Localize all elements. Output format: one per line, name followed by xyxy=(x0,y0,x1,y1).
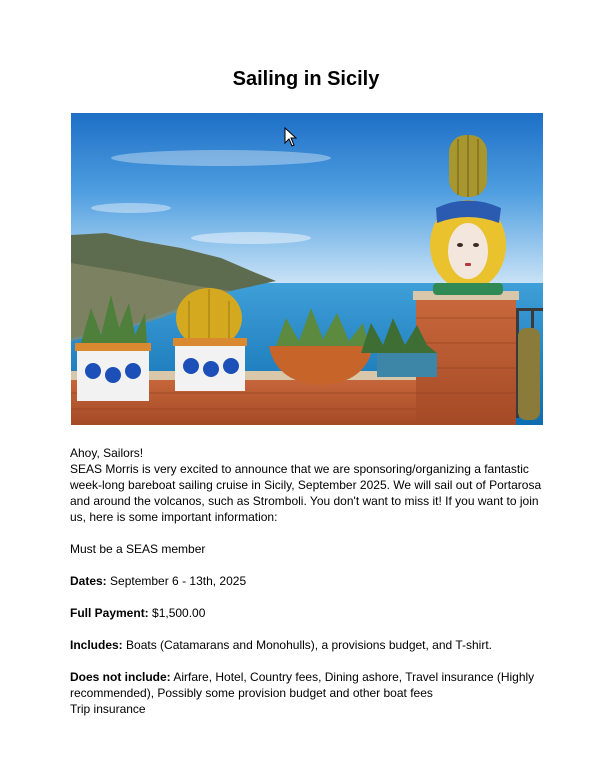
dates-label: Dates: xyxy=(70,574,107,588)
membership-requirement: Must be a SEAS member xyxy=(70,542,206,556)
excludes-value: Airfare, Hotel, Country fees, Dining ashore, Travel insurance (Highly recommended), Possibly some provision budget and other boat fees xyxy=(70,670,535,700)
intro-paragraph: SEAS Morris is very excited to announce that we are sponsoring/organizing a fantastic week-long bareboat sailing cruise in Sicily, September 2025. We will sail out of Portarosa and around the volcanos, such as Stromboli. You don't want to miss it! If you want to join us, here is some important information: xyxy=(70,462,542,524)
excludes-line xyxy=(70,669,545,701)
announcement-body xyxy=(70,445,545,717)
trip-insurance-line: Trip insurance xyxy=(70,702,146,716)
dates-value: September 6 - 13th, 2025 xyxy=(106,574,247,588)
page-title: Sailing in Sicily xyxy=(232,68,380,90)
excludes-label: Does not include: xyxy=(70,670,171,684)
hero-image xyxy=(71,113,543,425)
greeting: Ahoy, Sailors! xyxy=(70,446,144,460)
mouse-cursor-icon xyxy=(284,127,298,147)
payment-label: Full Payment: xyxy=(70,606,149,620)
dates-line xyxy=(70,573,545,589)
includes-label: Includes: xyxy=(70,638,123,652)
includes-value: Boats (Catamarans and Monohulls), a provisions budget, and T-shirt. xyxy=(122,638,492,652)
payment-line xyxy=(70,605,545,621)
includes-line xyxy=(70,637,545,653)
payment-value: $1,500.00 xyxy=(148,606,206,620)
